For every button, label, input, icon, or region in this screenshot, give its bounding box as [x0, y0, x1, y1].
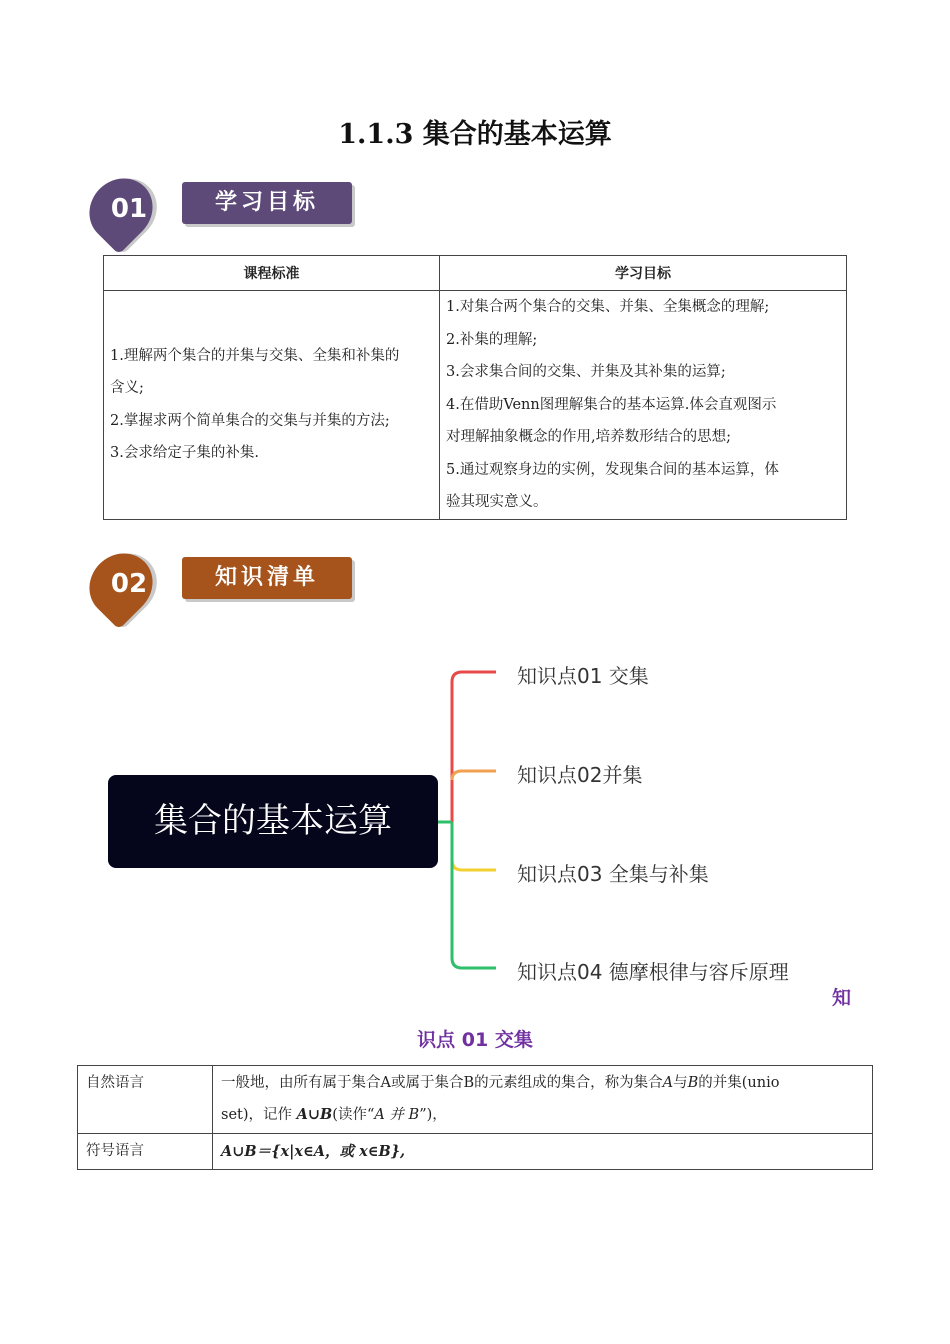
- goal-line: 验其现实意义。: [446, 494, 548, 510]
- math-b: B: [687, 1075, 699, 1091]
- section-number: 01: [110, 194, 148, 224]
- branch-label-3: 知识点03 全集与补集: [517, 862, 709, 886]
- section-number: 02: [110, 569, 148, 599]
- row-key-natural: 自然语言: [78, 1066, 213, 1134]
- branch-label-2: 知识点02并集: [517, 763, 643, 787]
- math-read: A 并 B: [374, 1107, 420, 1123]
- knowledge-heading-char: 知: [832, 987, 852, 1009]
- goal-line: 5.通过观察身边的实例，发现集合间的基本运算，体: [446, 461, 779, 478]
- branch-line-2: [452, 771, 496, 780]
- branch-line-3: [452, 822, 496, 870]
- natural-text: (读作“: [332, 1107, 375, 1123]
- natural-text: 的并集(unio: [698, 1075, 780, 1091]
- goal-line: 2.补集的理解;: [446, 331, 538, 348]
- row-value-symbol: A∪B＝{x|x∈A，或 x∈B},: [213, 1134, 873, 1170]
- goals-cell: [440, 291, 847, 520]
- math-union: A∪B: [296, 1106, 333, 1123]
- section-label: 知识清单: [182, 557, 352, 599]
- natural-text: ”)，: [419, 1107, 447, 1123]
- mind-map: [0, 640, 950, 1000]
- mind-map-center: 集合的基本运算: [108, 775, 438, 868]
- section-label: 学习目标: [182, 182, 352, 224]
- branch-label-4: 知识点04 德摩根律与容斥原理: [517, 960, 789, 984]
- standard-line: 2.掌握求两个简单集合的交集与并集的方法;: [110, 412, 390, 429]
- knowledge-heading: 识点 01 交集: [417, 1029, 533, 1051]
- natural-line-2: [221, 1099, 864, 1131]
- branch-label-1: 知识点01 交集: [517, 664, 649, 688]
- standard-line: 1.理解两个集合的并集与交集、全集和补集的: [110, 347, 400, 364]
- goal-line: 1.对集合两个集合的交集、并集、全集概念的理解;: [446, 299, 770, 315]
- row-key-symbol: 符号语言: [78, 1134, 213, 1170]
- natural-text: 一般地，由所有属于集合A或属于集合B的元素组成的集合，称为集合: [221, 1075, 663, 1091]
- natural-line-1: [221, 1068, 864, 1099]
- header-standard: 课程标准: [104, 256, 440, 291]
- objectives-table: [103, 255, 847, 520]
- section-01-header: [88, 180, 368, 250]
- goal-line: 3.会求集合间的交集、并集及其补集的运算;: [446, 364, 726, 380]
- page-title: 1.1.3 集合的基本运算: [338, 119, 612, 150]
- branch-line-1: [438, 672, 496, 822]
- math-a: A: [662, 1075, 674, 1091]
- standard-line: 含义;: [110, 380, 144, 397]
- header-goal: 学习目标: [440, 256, 847, 291]
- row-value-natural: [213, 1066, 873, 1134]
- natural-text: set)，记作: [221, 1107, 297, 1123]
- section-02-header: [88, 555, 368, 625]
- definition-table: [77, 1065, 873, 1170]
- standard-line: 3.会求给定子集的补集.: [110, 445, 259, 462]
- standards-cell: [104, 291, 440, 520]
- branch-line-4: [452, 822, 496, 968]
- goal-line: 对理解抽象概念的作用,培养数形结合的思想;: [446, 429, 731, 445]
- natural-text: 与: [673, 1075, 688, 1091]
- goal-line: 4.在借助Venn图理解集合的基本运算.体会直观图示: [446, 396, 777, 413]
